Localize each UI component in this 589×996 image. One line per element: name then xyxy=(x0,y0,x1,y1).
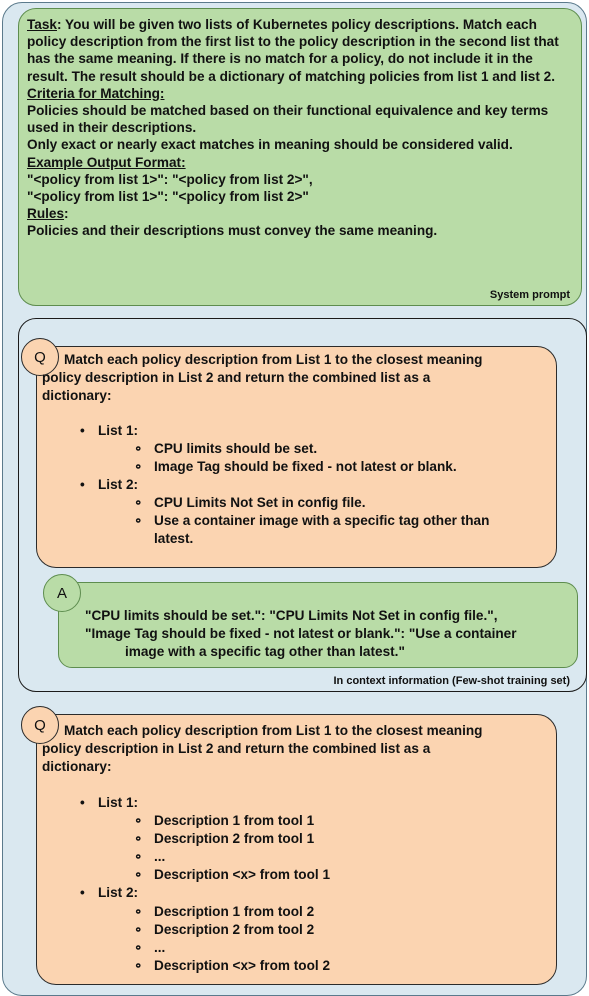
query-list1-item: ... xyxy=(154,849,166,864)
system-prompt-caption: System prompt xyxy=(489,289,570,301)
query-list2-item: Description 1 from tool 2 xyxy=(154,904,315,919)
few-shot-list1-label: List 1: xyxy=(98,423,139,438)
query-question-line-2: policy description in List 2 and return the combined list as a xyxy=(42,741,431,756)
bullet-icon: • xyxy=(80,885,85,900)
query-question-line-1: Match each policy description from List 1 to the closest meaning xyxy=(64,723,483,738)
query-question-line-3: dictionary: xyxy=(42,759,112,774)
bullet-icon: • xyxy=(80,423,85,438)
circle-bullet-icon: ∘ xyxy=(134,459,143,474)
circle-bullet-icon: ∘ xyxy=(134,513,143,528)
circle-bullet-icon: ∘ xyxy=(134,441,143,456)
query-list1-label: List 1: xyxy=(98,795,139,810)
question-marker: Q xyxy=(21,706,59,744)
answer-marker: A xyxy=(43,574,81,612)
query-list2-item: Description <x> from tool 2 xyxy=(154,958,331,973)
rules-label: Rules xyxy=(27,206,65,222)
circle-bullet-icon: ∘ xyxy=(134,831,143,846)
format-line-1: "<policy from list 1>": "<policy from list 2>", xyxy=(27,171,313,187)
format-label: Example Output Format: xyxy=(27,154,186,170)
query-list1-item: Description <x> from tool 1 xyxy=(154,867,331,882)
circle-bullet-icon: ∘ xyxy=(134,922,143,937)
circle-bullet-icon: ∘ xyxy=(134,940,143,955)
criteria-line-2: Only exact or nearly exact matches in meaning should be considered valid. xyxy=(27,137,513,153)
few-shot-list1-item: Image Tag should be fixed - not latest or blank. xyxy=(154,459,457,474)
query-list2-item: Description 2 from tool 2 xyxy=(154,922,315,937)
few-shot-question-line-2: policy description in List 2 and return the combined list as a xyxy=(42,370,431,385)
circle-bullet-icon: ∘ xyxy=(134,495,143,510)
format-line-2: "<policy from list 1>": "<policy from list 2>" xyxy=(27,189,309,205)
task-text: : You will be given two lists of Kubernetes policy descriptions. Match each policy description from the first list to the policy description in the second list that has the same meaning. If there is no match for a policy, do not include it in the result. The result should be a dictionary of matching policies from list 1 and list 2. xyxy=(27,17,559,84)
few-shot-question-line-1: Match each policy description from List 1 to the closest meaning xyxy=(64,352,483,367)
circle-bullet-icon: ∘ xyxy=(134,813,143,828)
criteria-label: Criteria for Matching: xyxy=(27,85,165,101)
query-list2-label: List 2: xyxy=(98,885,139,900)
rules-colon: : xyxy=(64,206,69,222)
circle-bullet-icon: ∘ xyxy=(134,958,143,973)
criteria-line-1: Policies should be matched based on their functional equivalence and key terms used in their descriptions. xyxy=(27,103,549,136)
few-shot-list2-label: List 2: xyxy=(98,477,139,492)
few-shot-question-line-3: dictionary: xyxy=(42,388,112,403)
task-label: Task xyxy=(27,17,57,32)
system-prompt-text xyxy=(27,16,575,240)
few-shot-list2-item-continued: latest. xyxy=(154,531,194,546)
answer-line-1: "CPU limits should be set.": "CPU Limits Not Set in config file.", xyxy=(85,608,498,623)
circle-bullet-icon: ∘ xyxy=(134,849,143,864)
circle-bullet-icon: ∘ xyxy=(134,904,143,919)
few-shot-list2-item: Use a container image with a specific tag other than xyxy=(154,513,490,528)
bullet-icon: • xyxy=(80,795,85,810)
query-list1-item: Description 2 from tool 1 xyxy=(154,831,315,846)
context-caption: In context information (Few-shot training set) xyxy=(333,675,570,687)
few-shot-list2-item: CPU Limits Not Set in config file. xyxy=(154,495,366,510)
query-list2-item: ... xyxy=(154,940,166,955)
query-list1-item: Description 1 from tool 1 xyxy=(154,813,315,828)
bullet-icon: • xyxy=(80,477,85,492)
circle-bullet-icon: ∘ xyxy=(134,867,143,882)
answer-line-3: image with a specific tag other than latest." xyxy=(125,644,405,659)
rules-text: Policies and their descriptions must convey the same meaning. xyxy=(27,223,438,239)
few-shot-list1-item: CPU limits should be set. xyxy=(154,441,318,456)
answer-line-2: "Image Tag should be fixed - not latest or blank.": "Use a container xyxy=(85,626,517,641)
question-marker: Q xyxy=(21,338,59,376)
